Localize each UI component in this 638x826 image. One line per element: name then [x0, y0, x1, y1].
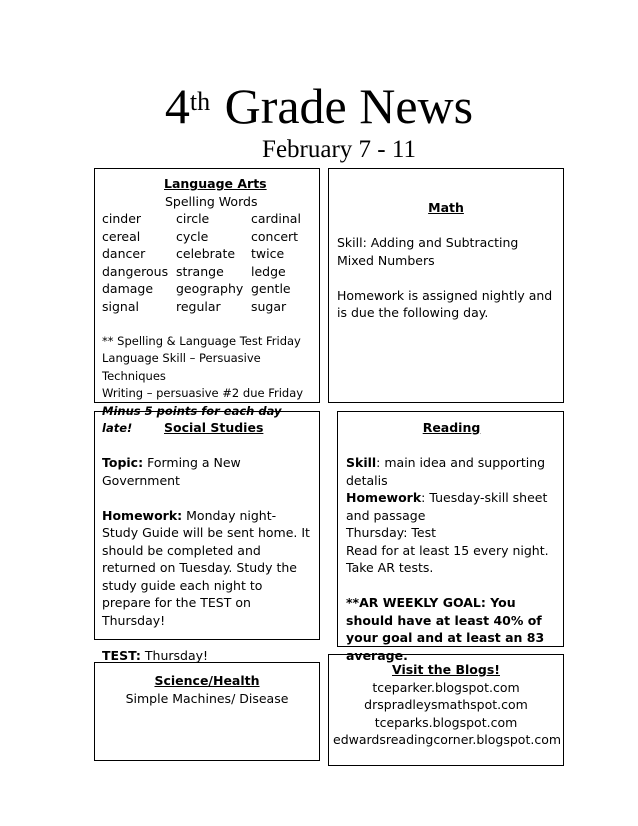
social-studies-homework	[102, 507, 313, 630]
spelling-word: twice	[251, 246, 285, 261]
spelling-word: sugar	[251, 298, 287, 314]
math-heading: Math	[428, 200, 464, 215]
reading-skill	[346, 454, 557, 489]
spelling-word: signal	[102, 298, 139, 314]
spelling-word: cardinal	[251, 211, 301, 226]
reading-line: Thursday: Test	[346, 525, 437, 540]
spelling-word: concert	[251, 228, 299, 244]
blogs-heading: Visit the Blogs!	[392, 662, 500, 677]
spelling-word-grid	[102, 210, 313, 315]
math-homework: Homework is assigned nightly and is due the following day.	[337, 287, 553, 320]
spelling-word: ledge	[251, 263, 286, 279]
test-text: Thursday!	[140, 647, 209, 663]
homework-text: Monday night- Study Guide will be sent home. It should be completed and returned on Tuesday. Study the study guide each night to prepare for the TEST on Thursday!	[102, 507, 310, 628]
spelling-word: regular	[176, 298, 221, 314]
science-health-box	[94, 662, 320, 761]
spelling-word: damage	[102, 281, 154, 296]
test-label: TEST:	[102, 647, 141, 663]
late-warning: Minus 5 points for each day late!	[102, 403, 282, 435]
skill-text: : main idea and supporting detalis	[346, 455, 546, 488]
blog-link[interactable]: tceparker.blogspot.com	[372, 679, 520, 695]
blog-link[interactable]: edwardsreadingcorner.blogspot.com	[333, 732, 562, 747]
reading-line: Read for at least 15 every night.	[346, 542, 549, 558]
spelling-words-heading: Spelling Words	[165, 193, 258, 209]
skill-label: Skill	[346, 455, 377, 470]
spelling-word: cereal	[102, 228, 141, 244]
language-note: Writing – persuasive #2 due Friday	[102, 386, 304, 400]
title-suffix: th	[189, 87, 211, 116]
spelling-word: cinder	[102, 211, 142, 226]
science-health-heading: Science/Health	[154, 673, 260, 688]
spelling-word: strange	[176, 263, 224, 279]
homework-label: Homework:	[102, 507, 183, 523]
reading-homework	[346, 489, 557, 524]
reading-heading: Reading	[422, 420, 481, 435]
social-studies-topic	[102, 454, 313, 489]
reading-homework-label: Homework	[346, 490, 422, 505]
math-box	[328, 168, 564, 403]
blogs-box	[328, 654, 564, 766]
spelling-word: dangerous	[102, 263, 169, 279]
language-note: Language Skill – Persuasive Techniques	[102, 351, 261, 383]
spelling-word: dancer	[102, 246, 146, 261]
blog-link[interactable]: tceparks.blogspot.com	[374, 714, 518, 730]
spelling-word: circle	[176, 211, 210, 226]
language-note: ** Spelling & Language Test Friday	[102, 333, 301, 348]
spelling-word: cycle	[176, 228, 209, 244]
title-number: 4	[164, 78, 190, 134]
spelling-word: celebrate	[176, 246, 236, 261]
language-arts-heading: Language Arts	[164, 176, 267, 191]
social-studies-box	[94, 411, 320, 663]
blog-link[interactable]: drspradleysmathspot.com	[364, 697, 528, 712]
ar-weekly-goal: **AR WEEKLY GOAL: You should have at least 40% of your goal and at least an 83 average.	[346, 595, 545, 663]
social-studies-heading: Social Studies	[164, 420, 264, 435]
spelling-word: geography	[176, 281, 244, 296]
page-title	[0, 78, 638, 134]
reading-line: Take AR tests.	[346, 560, 434, 575]
reading-box	[337, 411, 564, 663]
reading-homework-text: : Tuesday-skill sheet and passage	[346, 490, 548, 523]
topic-label: Topic:	[102, 455, 144, 470]
math-skill: Skill: Adding and Subtracting Mixed Numbers	[337, 235, 519, 268]
topic-text: Forming a New Government	[102, 455, 241, 488]
science-health-topic: Simple Machines/ Disease	[125, 690, 289, 706]
title-text: Grade News	[224, 78, 474, 134]
date-range: February 7 - 11	[262, 136, 416, 163]
spelling-word: gentle	[251, 281, 291, 296]
